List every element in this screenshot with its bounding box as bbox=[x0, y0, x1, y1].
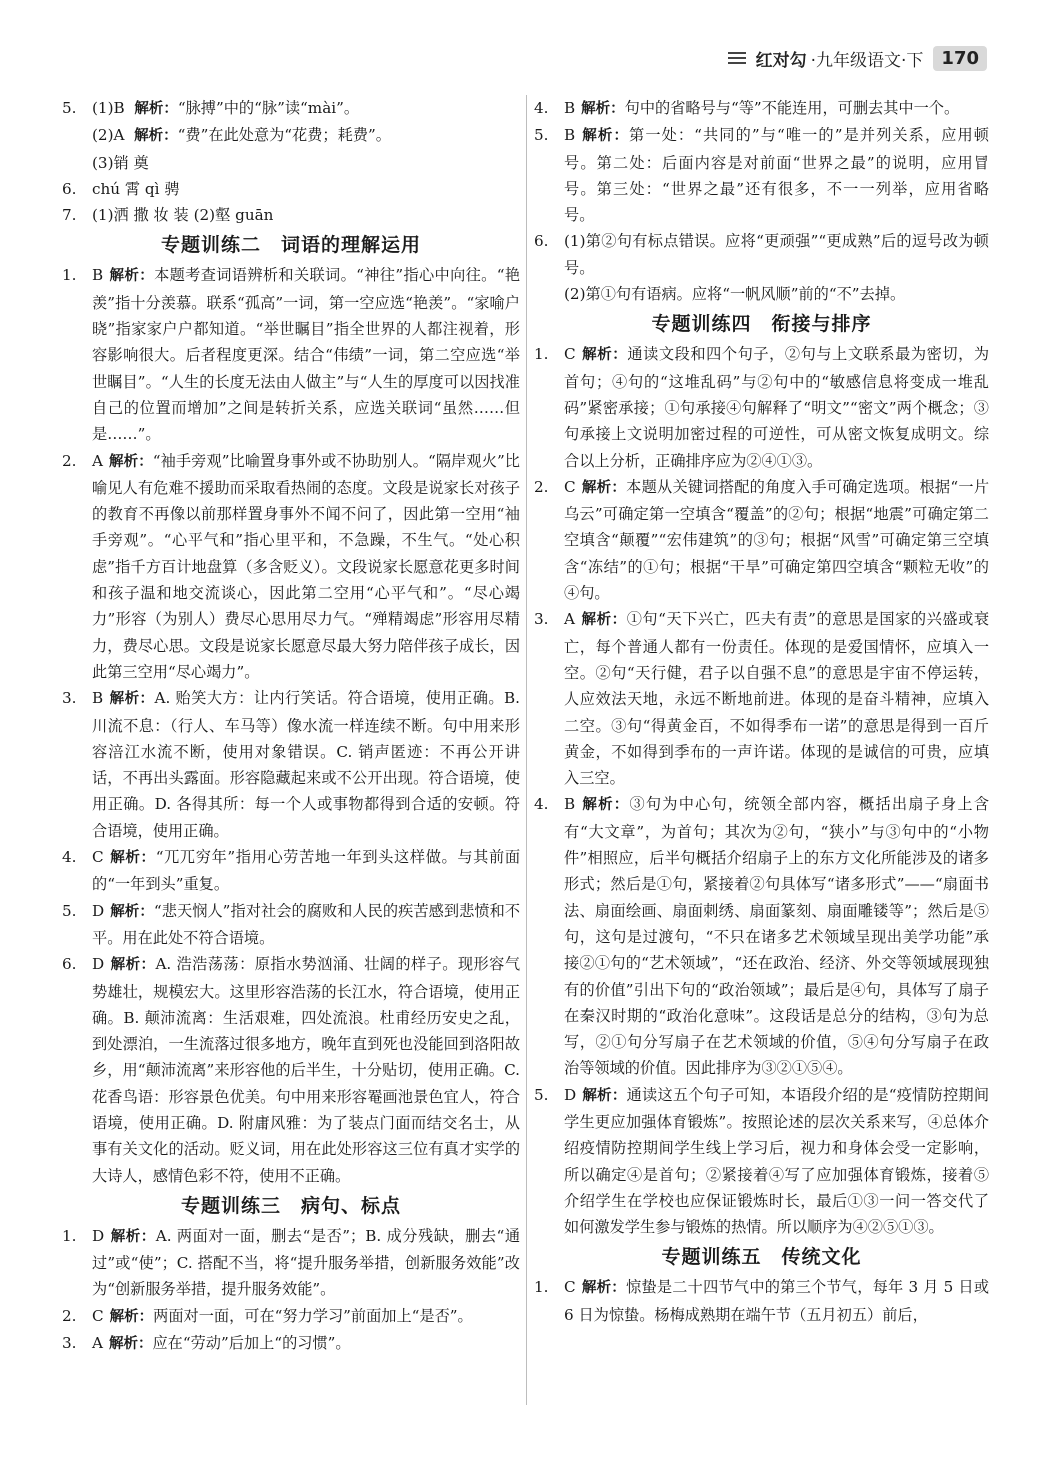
item-number: 7. bbox=[62, 206, 77, 225]
answer-item bbox=[534, 122, 989, 228]
item-number: 1. bbox=[62, 266, 77, 285]
answer-text: 句中的省略号与“等”不能连用，可删去其中一个。 bbox=[624, 99, 960, 117]
answer-prefix: (3)销 奠 bbox=[92, 153, 149, 172]
page-number: 170 bbox=[933, 46, 987, 71]
item-number: 3. bbox=[62, 1334, 77, 1353]
item-number: 1. bbox=[534, 1278, 549, 1297]
answer-item bbox=[62, 95, 520, 176]
answer-item bbox=[534, 341, 989, 473]
answer-item bbox=[62, 448, 520, 686]
header-subtitle: ·九年级语文·下 bbox=[810, 50, 924, 71]
item-number: 3. bbox=[534, 610, 549, 629]
answer-choice: C bbox=[92, 848, 104, 867]
page-header bbox=[560, 40, 987, 76]
item-number: 2. bbox=[62, 451, 77, 470]
item-number: 6. bbox=[62, 955, 77, 974]
answer-item bbox=[534, 474, 989, 606]
answer-item bbox=[62, 951, 520, 1189]
answer-text: 通读文段和四个句子，②句与上文联系最为密切，为首句；④句的“这堆乱码”与②句中的“敏感信息将变成一堆乱码”紧密承接；①句承接④句解释了“明文”“密文”两个概念；③句承接上文说明加密过程的可逆性，可从密文恢复成明文。综合以上分析，正确排序应为②④①③。 bbox=[564, 345, 990, 470]
answer-item bbox=[62, 898, 520, 952]
answer-choice: B bbox=[564, 795, 576, 814]
item-number: 5. bbox=[534, 1085, 549, 1104]
analysis-label: 解析： bbox=[109, 268, 155, 285]
answer-item bbox=[534, 95, 989, 122]
item-number: 5. bbox=[534, 126, 549, 145]
item-number: 4. bbox=[534, 99, 549, 117]
answer-text: 应在“劳动”后加上“的习惯”。 bbox=[152, 1334, 351, 1353]
item-number: 4. bbox=[62, 848, 77, 867]
analysis-label: 解析： bbox=[108, 1336, 153, 1353]
answer-choice: A bbox=[92, 451, 103, 470]
answer-choice: D bbox=[92, 955, 105, 974]
answer-text: (2)第①句有语病。应将“一帆风顺”前的“不”去掉。 bbox=[564, 285, 906, 304]
answer-choice: B bbox=[92, 266, 104, 285]
left-column bbox=[62, 95, 520, 1357]
section-title-number: 专题训练五 bbox=[661, 1246, 762, 1269]
answer-choice: B bbox=[92, 689, 104, 708]
section-title bbox=[534, 309, 989, 339]
answer-choice: D bbox=[564, 1085, 577, 1104]
answer-prefix: (2)A bbox=[92, 126, 125, 145]
item-number: 6. bbox=[534, 232, 549, 251]
answer-choice: C bbox=[564, 1278, 576, 1297]
answer-text: A. 两面对一面，删去“是否”；B. 成分残缺，删去“通过”或“使”；C. 搭配不当，将“提升服务举措，创新服务效能”改为“创新服务举措，提升服务效能”。 bbox=[92, 1226, 521, 1299]
answer-item bbox=[62, 1223, 520, 1303]
section-title-topic: 病句、标点 bbox=[301, 1194, 402, 1217]
answer-choice: B bbox=[564, 126, 576, 145]
answer-text: 两面对一面，可在“努力学习”前面加上“是否”。 bbox=[153, 1306, 473, 1325]
answer-choice: D bbox=[92, 901, 105, 920]
answer-item bbox=[62, 1330, 520, 1357]
item-number: 5. bbox=[62, 901, 77, 920]
header-stripes-icon bbox=[728, 52, 746, 64]
analysis-label: 解析： bbox=[110, 1228, 156, 1245]
item-number: 6. bbox=[62, 179, 77, 198]
section-title-topic: 词语的理解运用 bbox=[281, 234, 422, 257]
answer-text: 本题考查词语辨析和关联词。“神往”指心中向往。“艳羡”指十分羡慕。联系“孤高”一词，第一空应选“艳羡”。“家喻户晓”指家家户户都知道。“举世瞩目”指全世界的人都注视着，形容影响很大。后者程度更深。结合“伟绩”一词，第二空应选“举世瞩目”。“人生的长度无法由人做主”与“人生的厚度可以因找准自己的位置而增加”之间是转折关系，应选关联词“虽然……但是……”。 bbox=[92, 266, 521, 444]
answer-text: “悲天悯人”指对社会的腐败和人民的疾苦感到悲愤和不平。用在此处不符合语境。 bbox=[92, 901, 521, 947]
answer-choice: C bbox=[564, 345, 576, 364]
answer-text: 第一处：“共同的”与“唯一的”是并列关系，应用顿号。第二处：后面内容是对前面“世界之最”的说明，应用冒号。第三处：“世界之最”还有很多，不一一列举，应用省略号。 bbox=[564, 126, 989, 225]
answer-text: (1)第②句有标点错误。应将“更顽强”“更成熟”后的逗号改为顿号。 bbox=[564, 232, 989, 277]
answer-text: 惊蛰是二十四节气中的第三个节气，每年 3 月 5 日或 6 日为惊蛰。杨梅成熟期在端午节（五月初五）前后， bbox=[564, 1278, 990, 1324]
answer-line bbox=[92, 150, 520, 176]
analysis-label: 解析： bbox=[581, 347, 628, 364]
answer-prefix: (1)B bbox=[92, 99, 125, 117]
answer-item bbox=[534, 1082, 989, 1241]
answer-text: chú 霄 qì 骋 bbox=[92, 179, 180, 198]
item-number: 1. bbox=[62, 1226, 77, 1245]
analysis-label: 解析： bbox=[580, 612, 627, 629]
answer-text: 通读这五个句子可知，本语段介绍的是“疫情防控期间学生更应加强体育锻炼”。按照论述的层次关系来写，④总体介绍疫情防控期间学生线上学习后，视力和身体会受一定影响，所以确定④是首句；②紧接着④写了应加强体育锻炼，接着⑤介绍学生在学校也应保证锻炼时长，最后①③一问一答交代了如何激发学生参与锻炼的热情。所以顺序为④②⑤①③。 bbox=[564, 1085, 990, 1237]
answer-item bbox=[534, 228, 989, 307]
answer-text: “脉搏”中的“脉”读“mài”。 bbox=[177, 99, 360, 117]
item-number: 5. bbox=[62, 99, 77, 117]
answer-text: ①句“天下兴亡，匹夫有责”的意思是国家的兴盛或衰亡，每个普通人都有一份责任。体现的是爱国情怀，应填入一空。②句“天行健，君子以自强不息”的意思是宇宙不停运转，人应效法天地，永远不断地前进。体现的是奋斗精神，应填入二空。③句“得黄金百，不如得季布一诺”的意思是得到一百斤黄金，不如得到季布的一声许诺。体现的是诚信的可贵，应填入三空。 bbox=[564, 610, 990, 788]
answer-item bbox=[62, 844, 520, 898]
answer-text: ③句为中心句，统领全部内容，概括出扇子身上含有“大文章”，为首句；其次为②句，“狭小”与③句中的“小物件”相照应，后半句概括介绍扇子上的东方文化所能涉及的诸多形式；然后是①句，紧接着②句具体写“诸多形式”——“扇面书法、扇面绘画、扇面刺绣、扇面篆刻、扇面雕镂等”；然后是⑤句，这句是过渡句，“不只在诸多艺术领域呈现出美学功能”承接②①句的“艺术领域”，“还在政治、经济、外交等领域展现独有的价值”引出下句的“政治领域”；最后是④句，具体写了扇子在秦汉时期的“政治化意味”。这段话是总分的结构，③句为总写，②①句分写扇子在艺术领域的价值，⑤④句分写扇子在政治等领域的价值。因此排序为③②①⑤④。 bbox=[564, 795, 990, 1078]
answer-item bbox=[534, 1274, 989, 1328]
answer-text: “费”在此处意为“花费；耗费”。 bbox=[177, 126, 391, 145]
answer-text: A. 浩浩荡荡：原指水势汹涌、壮阔的样子。现形容气势雄壮，规模宏大。这里形容浩荡的长江水，符合语境，使用正确。B. 颠沛流离：生活艰难，四处流浪。杜甫经历安史之乱，到处漂泊，一生流落过很多地方，晚年直到死也没能回到洛阳故乡，用“颠沛流离”来形容他的后半生，十分贴切，使用正确。C. 花香鸟语：形容景色优美。句中用来形容罨画池景色宜人，符合语境，使用正确。D. 附庸风雅：为了装点门面而结交名士，从事有关文化的活动。贬义词，用在此处形容这三位有真才实学的大诗人，感情色彩不符，使用不正确。 bbox=[92, 955, 521, 1185]
analysis-label: 解析： bbox=[581, 128, 630, 145]
analysis-label: 解析： bbox=[581, 479, 627, 496]
section-title-number: 专题训练二 bbox=[160, 234, 261, 257]
section-title-topic: 传统文化 bbox=[781, 1246, 862, 1269]
answer-item bbox=[534, 791, 989, 1081]
analysis-label: 解析： bbox=[581, 101, 625, 117]
analysis-label: 解析： bbox=[110, 957, 156, 974]
header-brand: 红对勾 bbox=[755, 50, 807, 71]
item-number: 3. bbox=[62, 689, 77, 708]
answer-line bbox=[92, 122, 520, 149]
section-title-number: 专题训练四 bbox=[651, 313, 752, 336]
answer-choice: A bbox=[92, 1334, 103, 1353]
analysis-label: 解析： bbox=[581, 1280, 627, 1297]
analysis-label: 解析： bbox=[581, 797, 630, 814]
analysis-label: 解析： bbox=[108, 453, 153, 470]
answer-text: (1)洒 撒 妆 装 (2)壑 guān bbox=[92, 206, 274, 225]
answer-line bbox=[92, 95, 520, 122]
answer-choice: C bbox=[564, 477, 576, 496]
item-number: 2. bbox=[62, 1306, 77, 1325]
answer-text: A. 贻笑大方：让内行笑话。符合语境，使用正确。B. 川流不息：（行人、车马等）像水流一样连续不断。句中用来形容涪江水流不断，使用对象错误。C. 销声匿迹：不再公开讲话，不再出头露面。形容隐藏起来或不公开出现。符合语境，使用正确。D. 各得其所：每一个人或事物都得到合适的安顿。符合语境，使用正确。 bbox=[92, 689, 520, 840]
item-number: 2. bbox=[534, 477, 549, 496]
answer-text: 本题从关键词搭配的角度入手可确定选项。根据“一片乌云”可确定第一空填含“覆盖”的②句；根据“地震”可确定第二空填含“颠覆”“宏伟建筑”的③句；根据“风雪”可确定第三空填含“冻结”的①句；根据“干旱”可确定第四空填含“颗粒无收”的④句。 bbox=[564, 477, 990, 603]
answer-item bbox=[62, 685, 520, 844]
answer-choice: B bbox=[564, 99, 576, 117]
column-divider bbox=[526, 95, 527, 1405]
analysis-label: 解析： bbox=[134, 101, 178, 117]
item-number: 1. bbox=[534, 345, 549, 364]
answer-item bbox=[62, 176, 520, 202]
answer-item bbox=[62, 202, 520, 228]
answer-text: “兀兀穷年”指用心劳苦地一年到头这样做。与其前面的“一年到头”重复。 bbox=[92, 848, 521, 894]
answer-choice: C bbox=[92, 1306, 104, 1325]
answer-item bbox=[62, 262, 520, 447]
section-title bbox=[534, 1242, 989, 1272]
analysis-label: 解析： bbox=[582, 1087, 627, 1104]
analysis-label: 解析： bbox=[134, 128, 178, 145]
section-title bbox=[62, 230, 520, 260]
answer-choice: D bbox=[92, 1226, 105, 1245]
answer-choice: A bbox=[564, 610, 575, 629]
analysis-label: 解析： bbox=[109, 850, 156, 867]
answer-item bbox=[534, 606, 989, 791]
right-column bbox=[534, 95, 989, 1328]
answer-text: “袖手旁观”比喻置身事外或不协助别人。“隔岸观火”比喻见人有危难不援助而采取看热闹的态度。文段是说家长对孩子的教育不再像以前那样置身事外不闻不问了，因此第一空用“袖手旁观”。“心平气和”指心里平和，不急躁，不生气。“处心积虑”指千方百计地盘算（多含贬义）。文段说家长愿意花更多时间和孩子温和地交流谈心，因此第二空用“心平气和”。“尽心竭力”形容（为别人）费尽心思用尽力气。“殚精竭虑”形容用尽精力，费尽心思。文段是说家长愿意尽最大努力陪伴孩子成长，因此第三空用“尽心竭力”。 bbox=[92, 451, 520, 681]
section-title-topic: 衔接与排序 bbox=[771, 313, 872, 336]
analysis-label: 解析： bbox=[109, 691, 155, 708]
analysis-label: 解析： bbox=[110, 903, 154, 920]
section-title bbox=[62, 1191, 520, 1221]
item-number: 4. bbox=[534, 795, 549, 814]
answer-item bbox=[62, 1303, 520, 1330]
section-title-number: 专题训练三 bbox=[180, 1194, 281, 1217]
analysis-label: 解析： bbox=[109, 1308, 154, 1325]
